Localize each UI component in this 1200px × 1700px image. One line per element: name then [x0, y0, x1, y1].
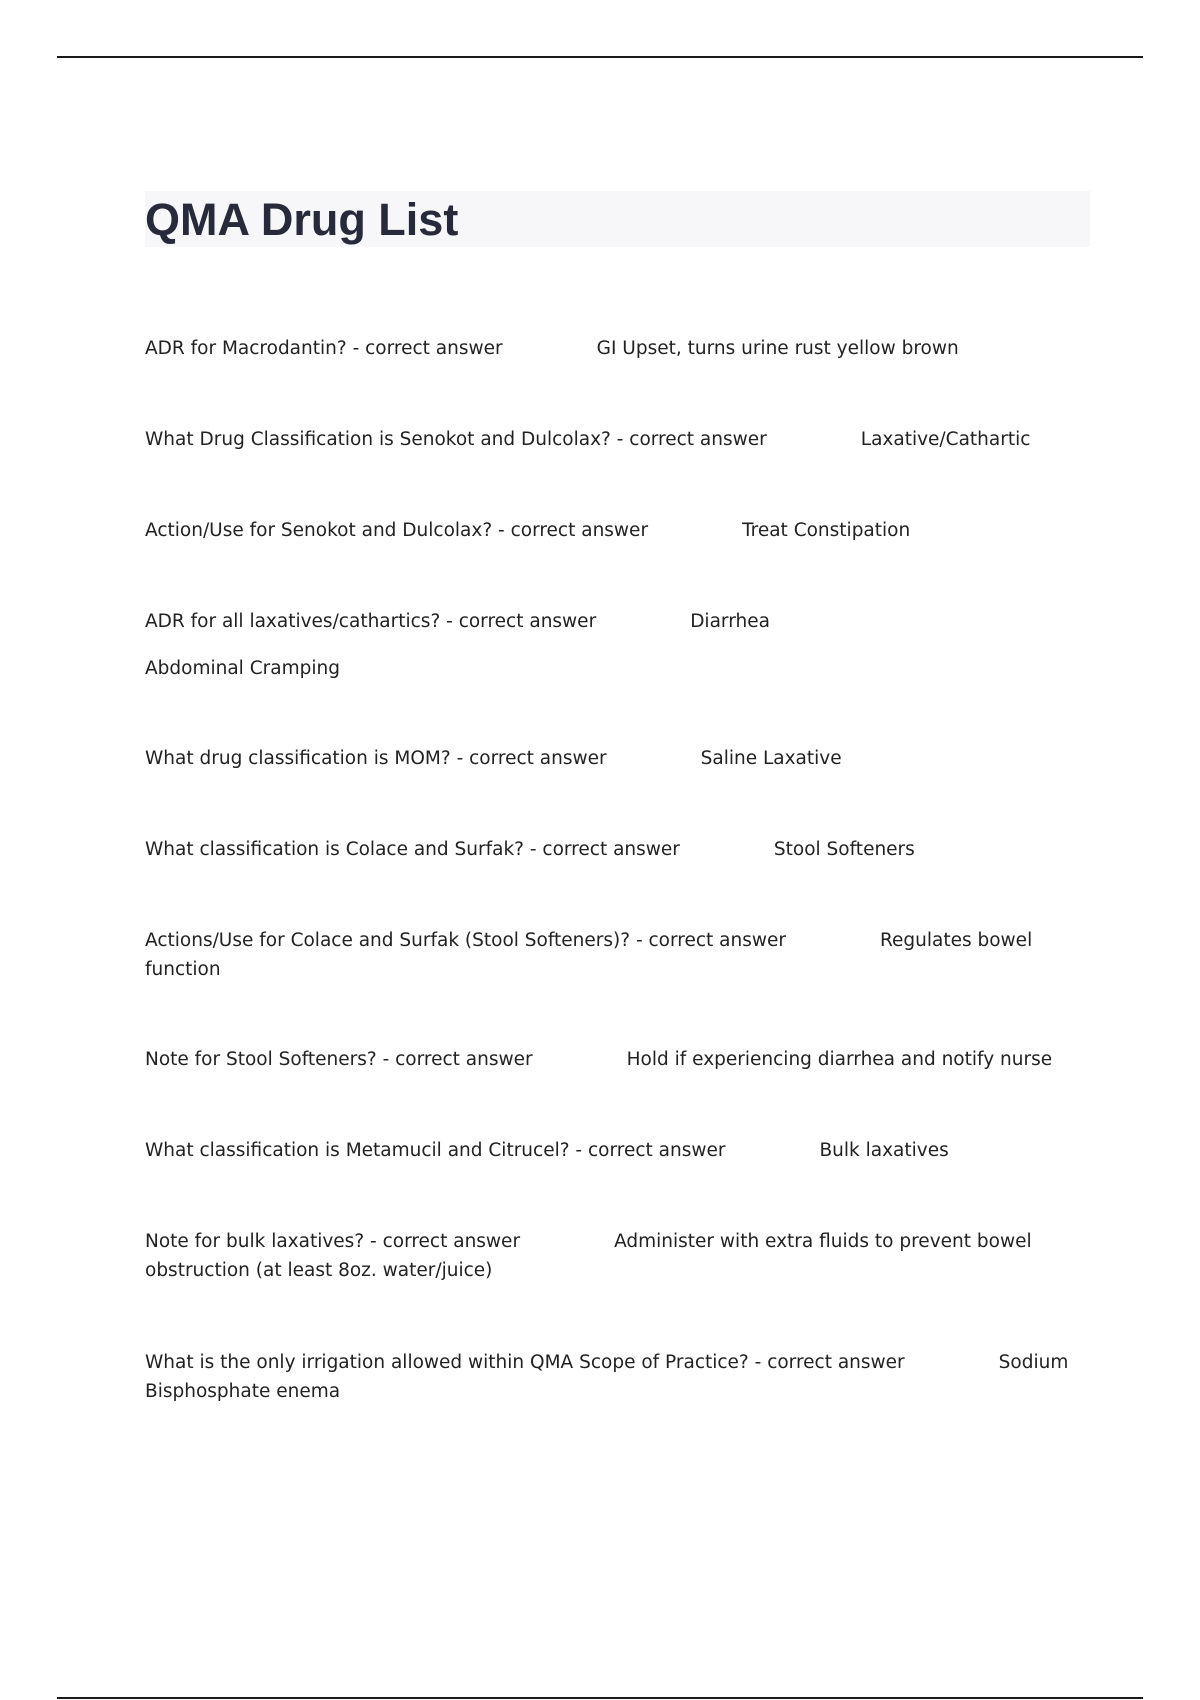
- answer-text: Regulates bowel function: [145, 930, 1033, 980]
- qa-item: [145, 744, 1080, 773]
- qa-item: [145, 607, 1080, 683]
- question-text: What Drug Classification is Senokot and Dulcolax? - correct answer: [145, 429, 767, 450]
- bottom-rule: [57, 1697, 1143, 1699]
- question-text: ADR for all laxatives/cathartics? - correct answer: [145, 611, 597, 632]
- answer-text: Stool Softeners: [773, 839, 915, 860]
- question-text: What classification is Colace and Surfak? - correct answer: [145, 839, 680, 860]
- qa-item: [145, 1227, 1080, 1285]
- question-text: Note for bulk laxatives? - correct answer: [145, 1231, 521, 1252]
- qa-item: [145, 1045, 1080, 1074]
- answer-text: Bulk laxatives: [819, 1140, 949, 1161]
- qa-item: [145, 835, 1080, 864]
- document-title: QMA Drug List: [145, 194, 459, 245]
- answer-text: Saline Laxative: [700, 748, 842, 769]
- answer-text: Administer with extra fluids to prevent bowel obstruction (at least 8oz. water/juice): [145, 1231, 1032, 1281]
- question-text: ADR for Macrodantin? - correct answer: [145, 338, 503, 359]
- question-text: Actions/Use for Colace and Surfak (Stool Softeners)? - correct answer: [145, 930, 786, 951]
- question-text: What drug classification is MOM? - correct answer: [145, 748, 607, 769]
- answer-text: Treat Constipation: [742, 520, 911, 541]
- qa-item: [145, 425, 1080, 454]
- answer-text: Laxative/Cathartic: [860, 429, 1031, 450]
- qa-item: [145, 926, 1080, 984]
- question-text: Note for Stool Softeners? - correct answer: [145, 1049, 533, 1070]
- qa-item: [145, 334, 1080, 363]
- answer-text: Diarrhea: [690, 611, 770, 632]
- qa-item: [145, 1348, 1080, 1406]
- answer-text: Hold if experiencing diarrhea and notify nurse: [626, 1049, 1053, 1070]
- top-rule: [57, 56, 1143, 58]
- qa-item: [145, 1136, 1080, 1165]
- answer-text: Sodium Bisphosphate enema: [145, 1352, 1069, 1402]
- question-text: Action/Use for Senokot and Dulcolax? - correct answer: [145, 520, 649, 541]
- qa-item: [145, 516, 1080, 545]
- answer-continued-text: Abdominal Cramping: [145, 658, 340, 679]
- answer-text: GI Upset, turns urine rust yellow brown: [596, 338, 959, 359]
- question-text: What is the only irrigation allowed within QMA Scope of Practice? - correct answer: [145, 1352, 905, 1373]
- question-text: What classification is Metamucil and Citrucel? - correct answer: [145, 1140, 726, 1161]
